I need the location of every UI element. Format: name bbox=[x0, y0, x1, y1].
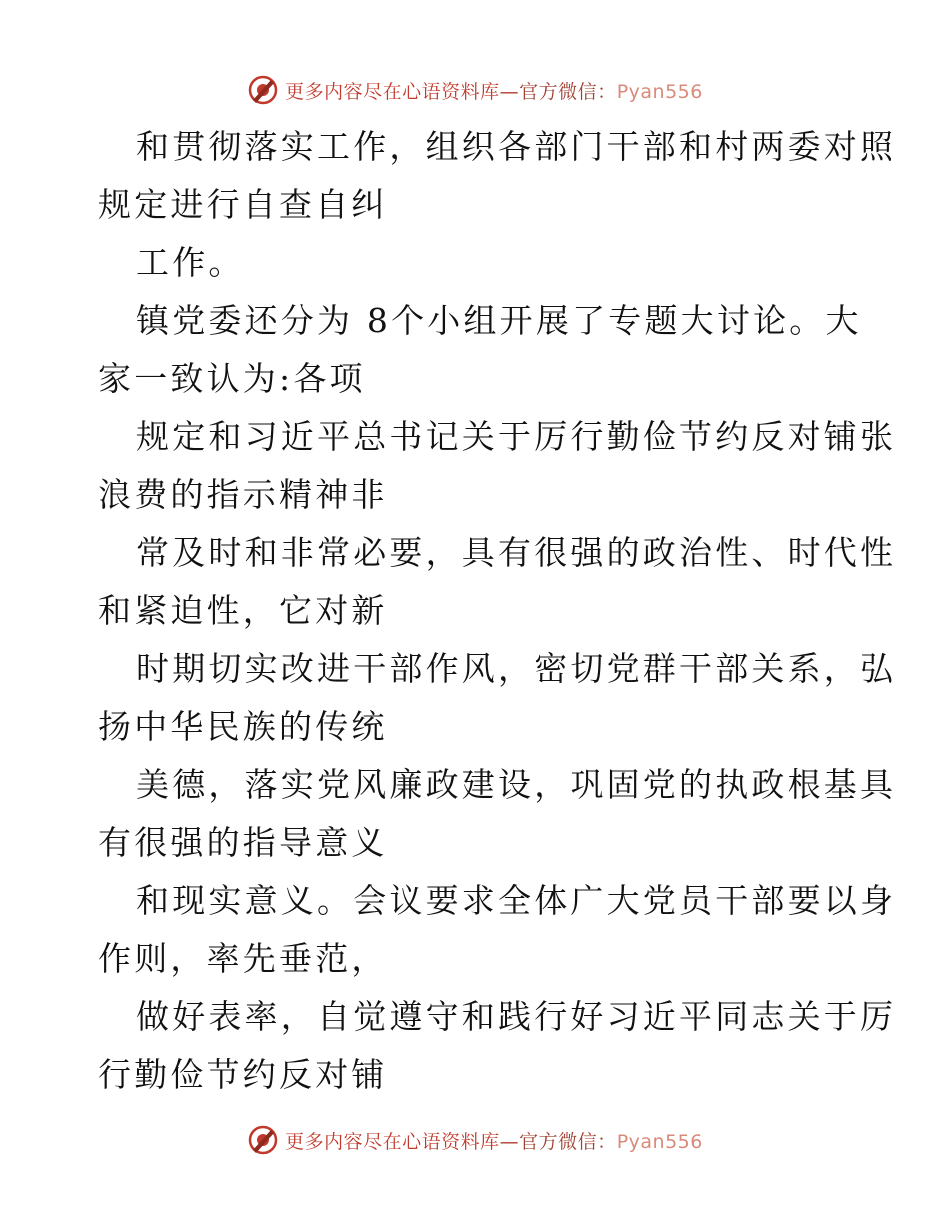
banner-wechat-label: 官方微信： bbox=[519, 80, 617, 103]
footer-banner bbox=[0, 1120, 950, 1160]
text-line: 规定和习近平总书记关于厉行勤俭节约反对铺张 bbox=[136, 417, 897, 456]
text-line: 镇党委还分为 8个小组开展了专题大讨论。大 bbox=[136, 301, 862, 340]
banner-text bbox=[285, 1127, 703, 1154]
text-line: 工作。 bbox=[136, 243, 245, 282]
banner-wechat-id: Pyan556 bbox=[616, 1130, 703, 1153]
text-line: 时期切实改进干部作风，密切党群干部关系，弘 bbox=[136, 649, 897, 688]
text-line: 有很强的指导意义 bbox=[98, 823, 388, 862]
banner-main-text: 更多内容尽在心语资料库 bbox=[285, 80, 500, 103]
text-line: 常及时和非常必要，具有很强的政治性、时代性 bbox=[136, 533, 897, 572]
banner-wechat-id: Pyan556 bbox=[616, 80, 703, 103]
banner-dash: — bbox=[499, 1130, 520, 1153]
text-line: 和贯彻落实工作，组织各部门干部和村两委对照 bbox=[136, 127, 897, 166]
banner-text bbox=[285, 77, 703, 104]
text-line: 和现实意义。会议要求全体广大党员干部要以身 bbox=[136, 881, 897, 920]
text-line: 规定进行自查自纠 bbox=[98, 185, 388, 224]
banner-main-text: 更多内容尽在心语资料库 bbox=[285, 1130, 500, 1153]
pen-logo-icon bbox=[247, 74, 279, 106]
pen-logo-icon bbox=[247, 1124, 279, 1156]
text-line: 家一致认为:各项 bbox=[98, 359, 366, 398]
text-line: 和紧迫性，它对新 bbox=[98, 591, 388, 630]
text-line: 作则，率先垂范， bbox=[98, 939, 388, 978]
text-line: 做好表率，自觉遵守和践行好习近平同志关于厉 bbox=[136, 997, 897, 1036]
text-line: 行勤俭节约反对铺 bbox=[98, 1055, 388, 1094]
header-banner bbox=[0, 70, 950, 110]
banner-wechat-label: 官方微信： bbox=[519, 1130, 617, 1153]
text-line: 美德，落实党风廉政建设，巩固党的执政根基具 bbox=[136, 765, 897, 804]
text-line: 浪费的指示精神非 bbox=[98, 475, 388, 514]
document-body bbox=[98, 118, 897, 1104]
text-line: 扬中华民族的传统 bbox=[98, 707, 388, 746]
banner-dash: — bbox=[499, 80, 520, 103]
